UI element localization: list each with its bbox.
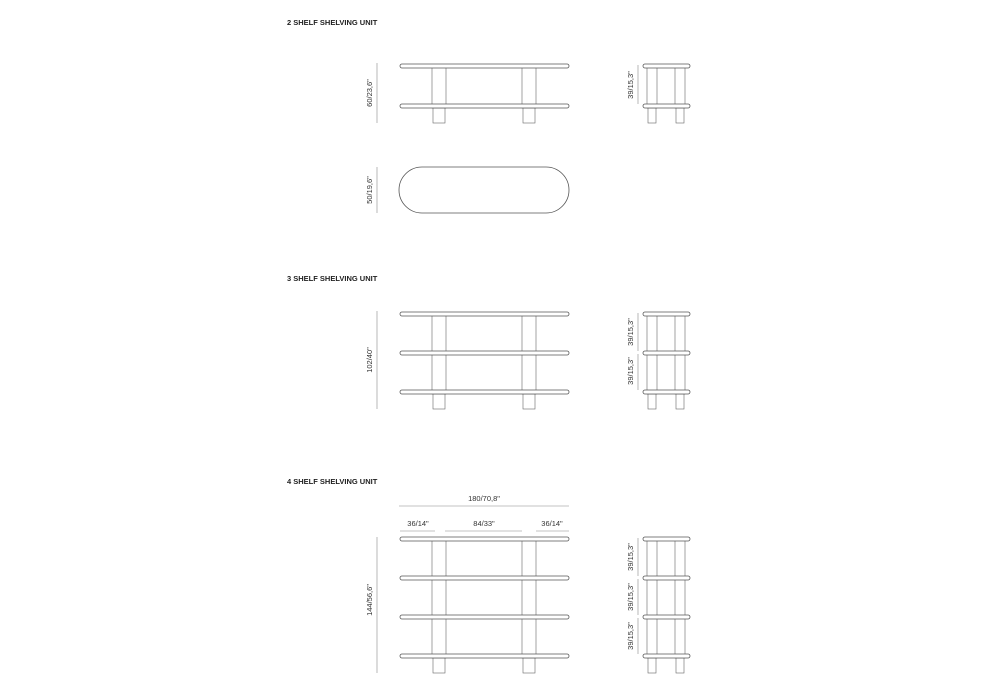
foot-left — [433, 108, 445, 123]
two-shelf-section — [287, 18, 690, 213]
side-foot-left — [648, 108, 656, 123]
shelf-3 — [400, 615, 569, 619]
four-shelf-side-view — [626, 537, 690, 673]
side-label-2: 39/15,3" — [626, 583, 635, 611]
shelf-3 — [400, 390, 569, 394]
foot-right — [523, 658, 535, 673]
side-shelf-bottom — [643, 104, 690, 108]
side-shelf-top — [643, 64, 690, 68]
side-shelf-2 — [643, 576, 690, 580]
foot-right — [523, 108, 535, 123]
side-label-2: 39/15,3" — [626, 357, 635, 385]
height-label: 144/56,6" — [365, 584, 374, 616]
foot-left — [433, 658, 445, 673]
post-right — [522, 67, 536, 108]
side-foot-left — [648, 394, 656, 409]
post-left — [432, 67, 446, 108]
shelf-1 — [400, 537, 569, 541]
side-post-left — [647, 540, 657, 658]
side-shelf-2 — [643, 351, 690, 355]
shelf-bottom — [400, 104, 569, 108]
shelf-2 — [400, 351, 569, 355]
four-shelf-section — [287, 477, 690, 673]
side-shelf-4 — [643, 654, 690, 658]
three-shelf-side-view — [626, 312, 690, 409]
two-shelf-front-view — [365, 63, 569, 123]
section-title-4-shelf: 4 SHELF SHELVING UNIT — [287, 477, 378, 486]
side-post-right — [675, 67, 685, 108]
shelf-1 — [400, 312, 569, 316]
width-dimensions — [399, 494, 569, 531]
side-shelf-1 — [643, 537, 690, 541]
side-shelf-3 — [643, 615, 690, 619]
two-shelf-top-view — [365, 167, 569, 213]
foot-right — [523, 394, 535, 409]
side-shelf-3 — [643, 390, 690, 394]
side-label-3: 39/15,3" — [626, 622, 635, 650]
height-label: 102/40" — [365, 347, 374, 373]
side-post-right — [675, 540, 685, 658]
shelf-top — [400, 64, 569, 68]
side-foot-left — [648, 658, 656, 673]
width-right-label: 36/14" — [541, 519, 563, 528]
side-label-1: 39/15,3" — [626, 318, 635, 346]
section-title-3-shelf: 3 SHELF SHELVING UNIT — [287, 274, 378, 283]
shelf-2 — [400, 576, 569, 580]
section-title-2-shelf: 2 SHELF SHELVING UNIT — [287, 18, 378, 27]
three-shelf-front-view — [365, 311, 569, 409]
shelf-4 — [400, 654, 569, 658]
width-center-label: 84/33" — [473, 519, 495, 528]
post-right — [522, 540, 536, 658]
side-foot-right — [676, 658, 684, 673]
side-post-left — [647, 67, 657, 108]
side-shelf-1 — [643, 312, 690, 316]
side-label-1: 39/15,3" — [626, 71, 635, 99]
width-total-label: 180/70,8" — [468, 494, 500, 503]
top-view-outline — [399, 167, 569, 213]
three-shelf-section — [287, 274, 690, 409]
side-foot-right — [676, 394, 684, 409]
side-label-1: 39/15,3" — [626, 543, 635, 571]
depth-label: 50/19,6" — [365, 176, 374, 204]
two-shelf-side-view — [626, 64, 690, 123]
width-left-label: 36/14" — [407, 519, 429, 528]
height-label: 60/23,6" — [365, 79, 374, 107]
four-shelf-front-view — [365, 537, 569, 673]
foot-left — [433, 394, 445, 409]
side-foot-right — [676, 108, 684, 123]
post-left — [432, 540, 446, 658]
